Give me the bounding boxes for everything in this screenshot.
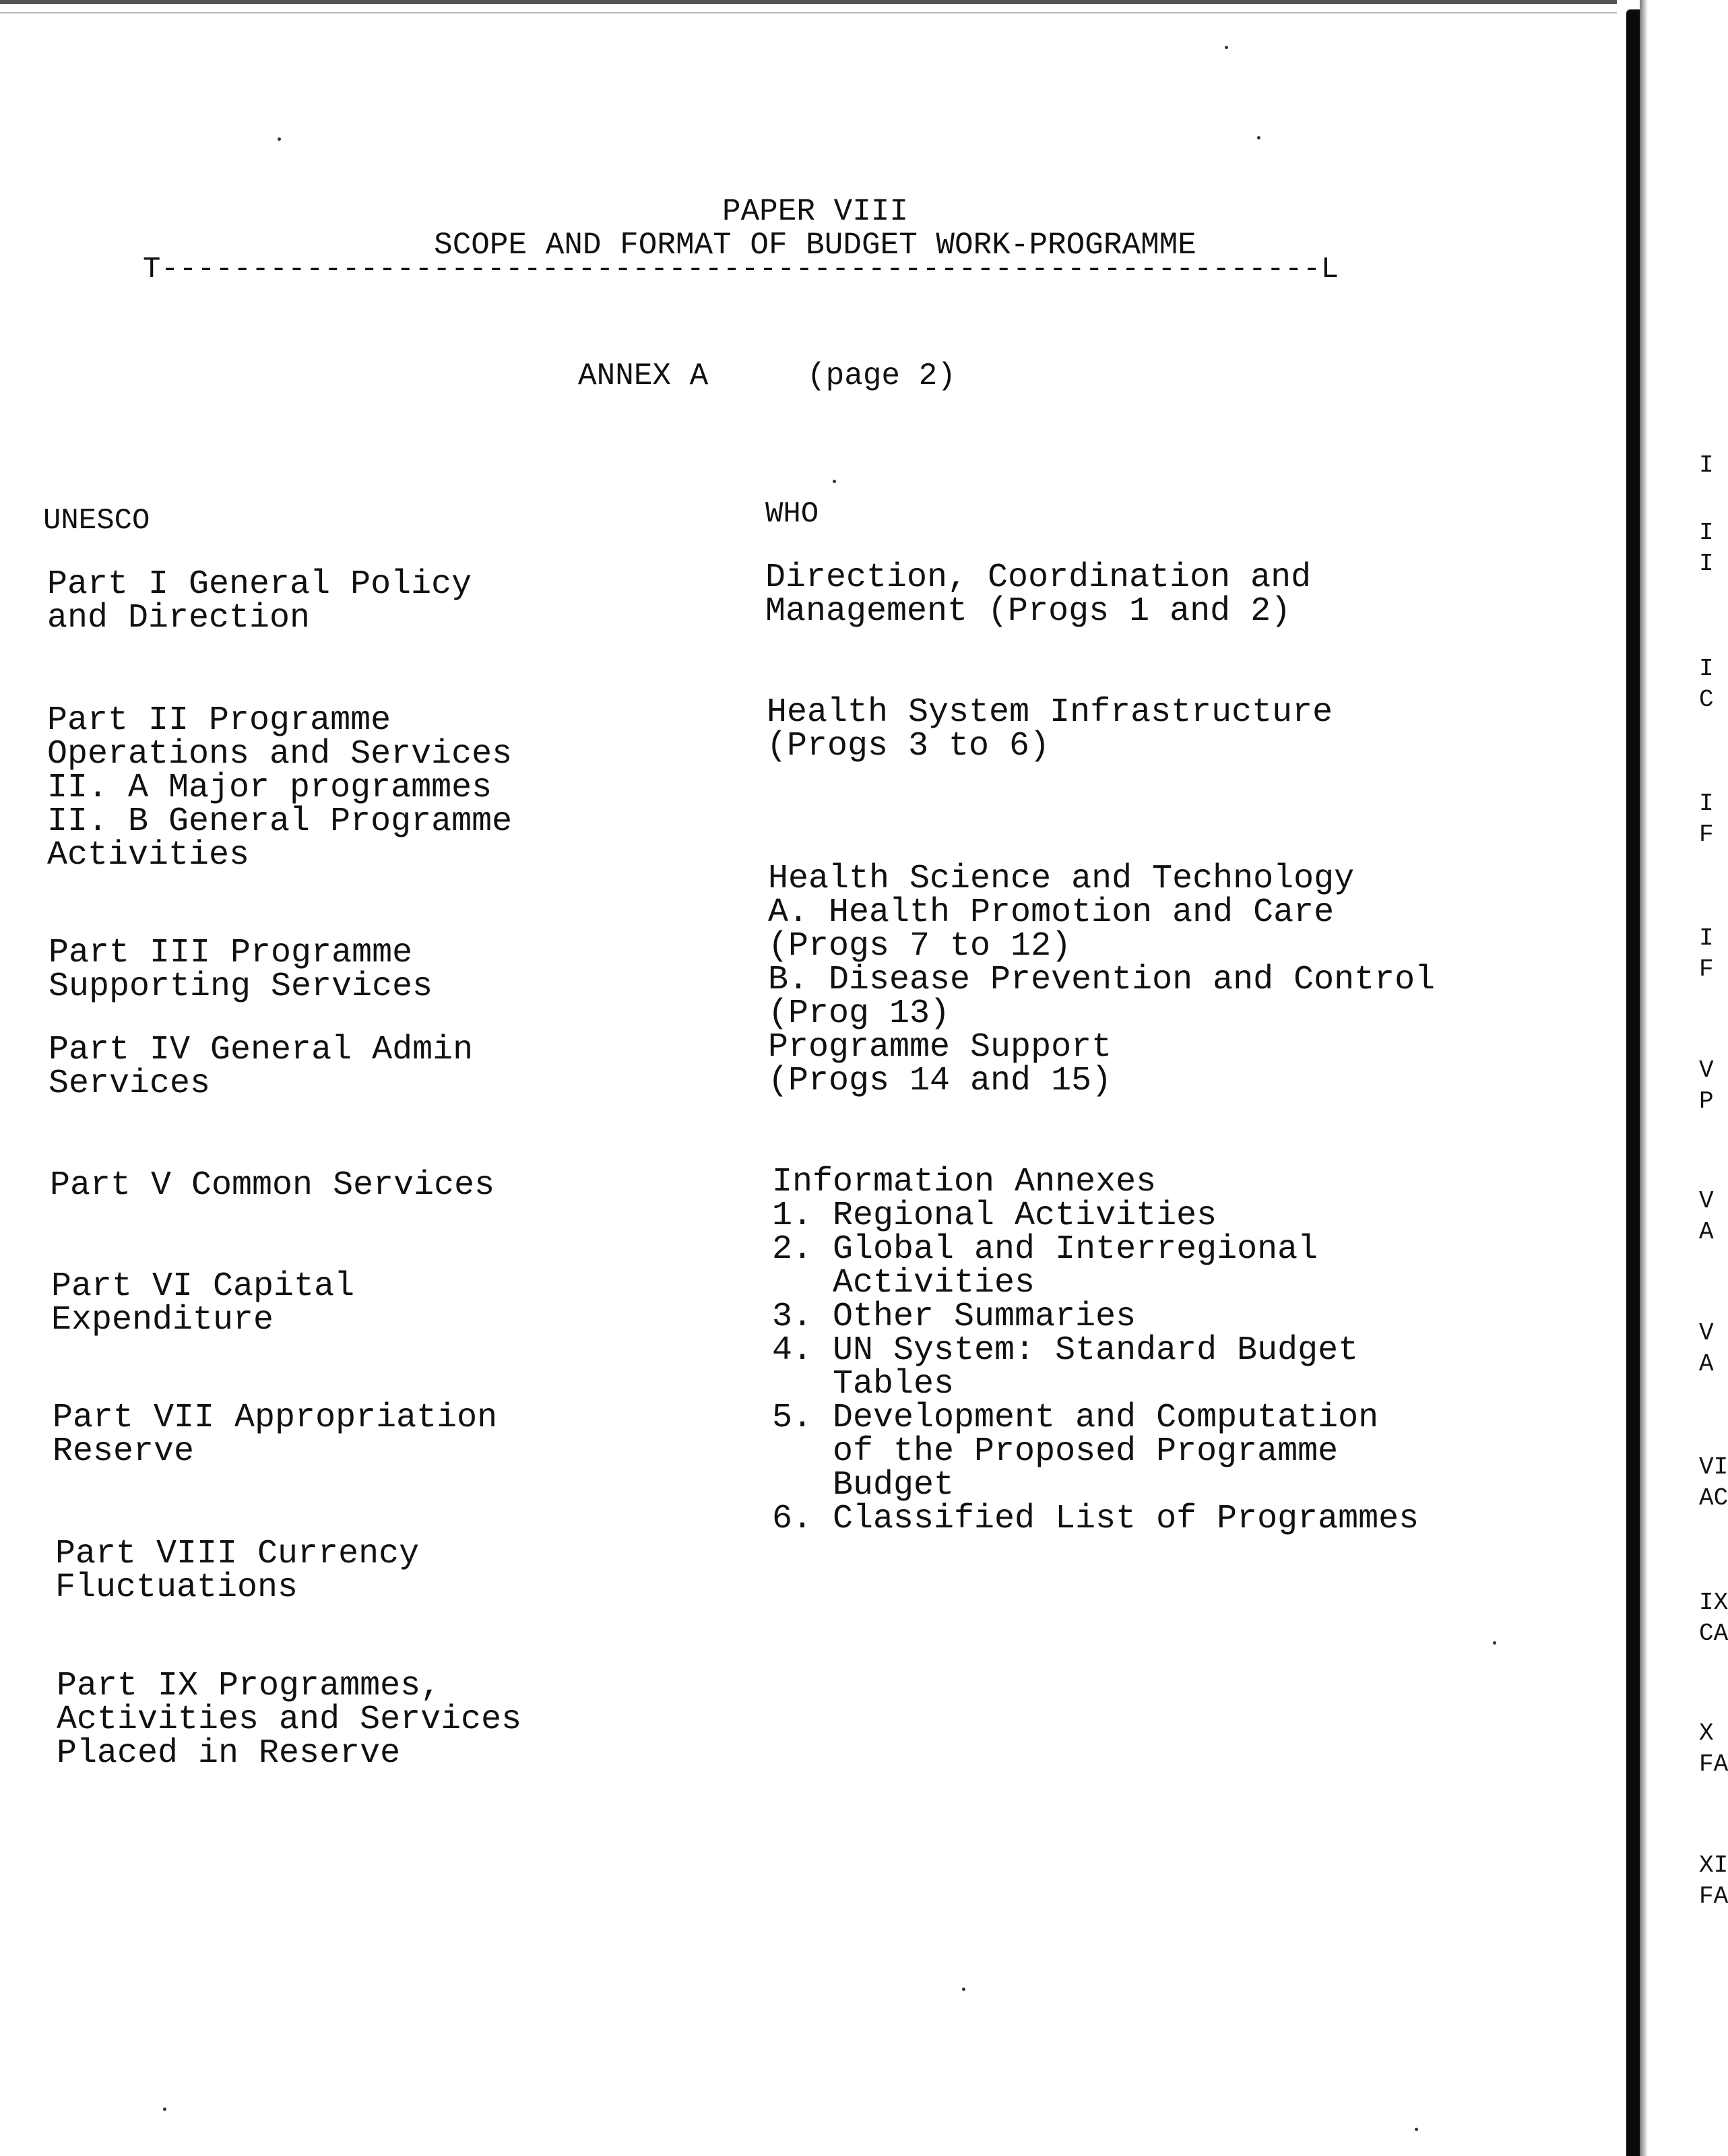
- who-item: Information Annexes 1. Regional Activities 2. Global and Interregional Activities 3. Other Summaries 4. UN System: Standard Budget Tables 5. Development and Computation of the Proposed Programme Budget 6. Classified List of Programmes: [772, 1163, 1419, 1538]
- adjacent-page-fragment: X FA: [1699, 1719, 1728, 1778]
- paper-title: PAPER VIII: [722, 194, 909, 229]
- scan-speck: [163, 2107, 166, 2111]
- scan-speck: [1257, 136, 1260, 139]
- adjacent-page-fragment: V A: [1699, 1187, 1714, 1246]
- who-item: Direction, Coordination and Management (Progs 1 and 2): [765, 559, 1312, 631]
- adjacent-page-fragment: XI FA: [1699, 1851, 1728, 1910]
- annex-label: ANNEX A: [578, 358, 709, 393]
- page-top-edge: [0, 0, 1617, 4]
- adjacent-page-fragment: I: [1699, 451, 1714, 479]
- scan-speck: [1415, 2128, 1418, 2131]
- header-rule: T----------------------------------------------------------------L: [143, 253, 1339, 286]
- unesco-item: Part VII Appropriation Reserve: [53, 1399, 498, 1471]
- adjacent-page-fragment: I I: [1699, 519, 1714, 577]
- adjacent-page-fragment: I C: [1699, 655, 1714, 714]
- who-item: Health Science and Technology A. Health Promotion and Care (Progs 7 to 12) B. Disease Prevention and Control (Prog 13) Programme Support (Progs 14 and 15): [768, 860, 1436, 1100]
- annex-page: (page 2): [807, 358, 956, 393]
- document-subtitle: SCOPE AND FORMAT OF BUDGET WORK-PROGRAMME: [434, 228, 1196, 263]
- adjacent-page-fragment: IX CA: [1699, 1589, 1728, 1647]
- unesco-item: Part II Programme Operations and Services II. A Major programmes II. B General Programme Activities: [47, 701, 513, 875]
- who-heading: WHO: [765, 497, 819, 531]
- scan-speck: [833, 480, 836, 483]
- adjacent-page-fragment: VI AC: [1699, 1453, 1728, 1512]
- binding-spine: [1626, 9, 1640, 2156]
- adjacent-page-fragment: I F: [1699, 790, 1714, 848]
- unesco-item: Part VI Capital Expenditure: [51, 1267, 355, 1339]
- adjacent-page-fragment: V P: [1699, 1056, 1714, 1115]
- unesco-item: Part I General Policy and Direction: [47, 565, 472, 637]
- scan-speck: [962, 1988, 965, 1991]
- scan-speck: [1493, 1641, 1496, 1645]
- binding-shadow: [1640, 0, 1648, 2156]
- unesco-item: Part V Common Services: [50, 1166, 495, 1205]
- scan-speck: [278, 137, 281, 141]
- unesco-item: Part III Programme Supporting Services: [49, 934, 433, 1006]
- adjacent-page-fragment: V A: [1699, 1319, 1714, 1378]
- scan-speck: [1225, 46, 1228, 49]
- page-top-edge-shadow: [0, 12, 1617, 13]
- who-item: Health System Infrastructure (Progs 3 to 6): [767, 693, 1333, 765]
- unesco-item: Part VIII Currency Fluctuations: [55, 1535, 420, 1607]
- adjacent-page-fragment: I F: [1699, 924, 1714, 983]
- unesco-item: Part IX Programmes, Activities and Services Placed in Reserve: [57, 1667, 522, 1773]
- unesco-item: Part IV General Admin Services: [49, 1031, 474, 1103]
- unesco-heading: UNESCO: [43, 504, 150, 538]
